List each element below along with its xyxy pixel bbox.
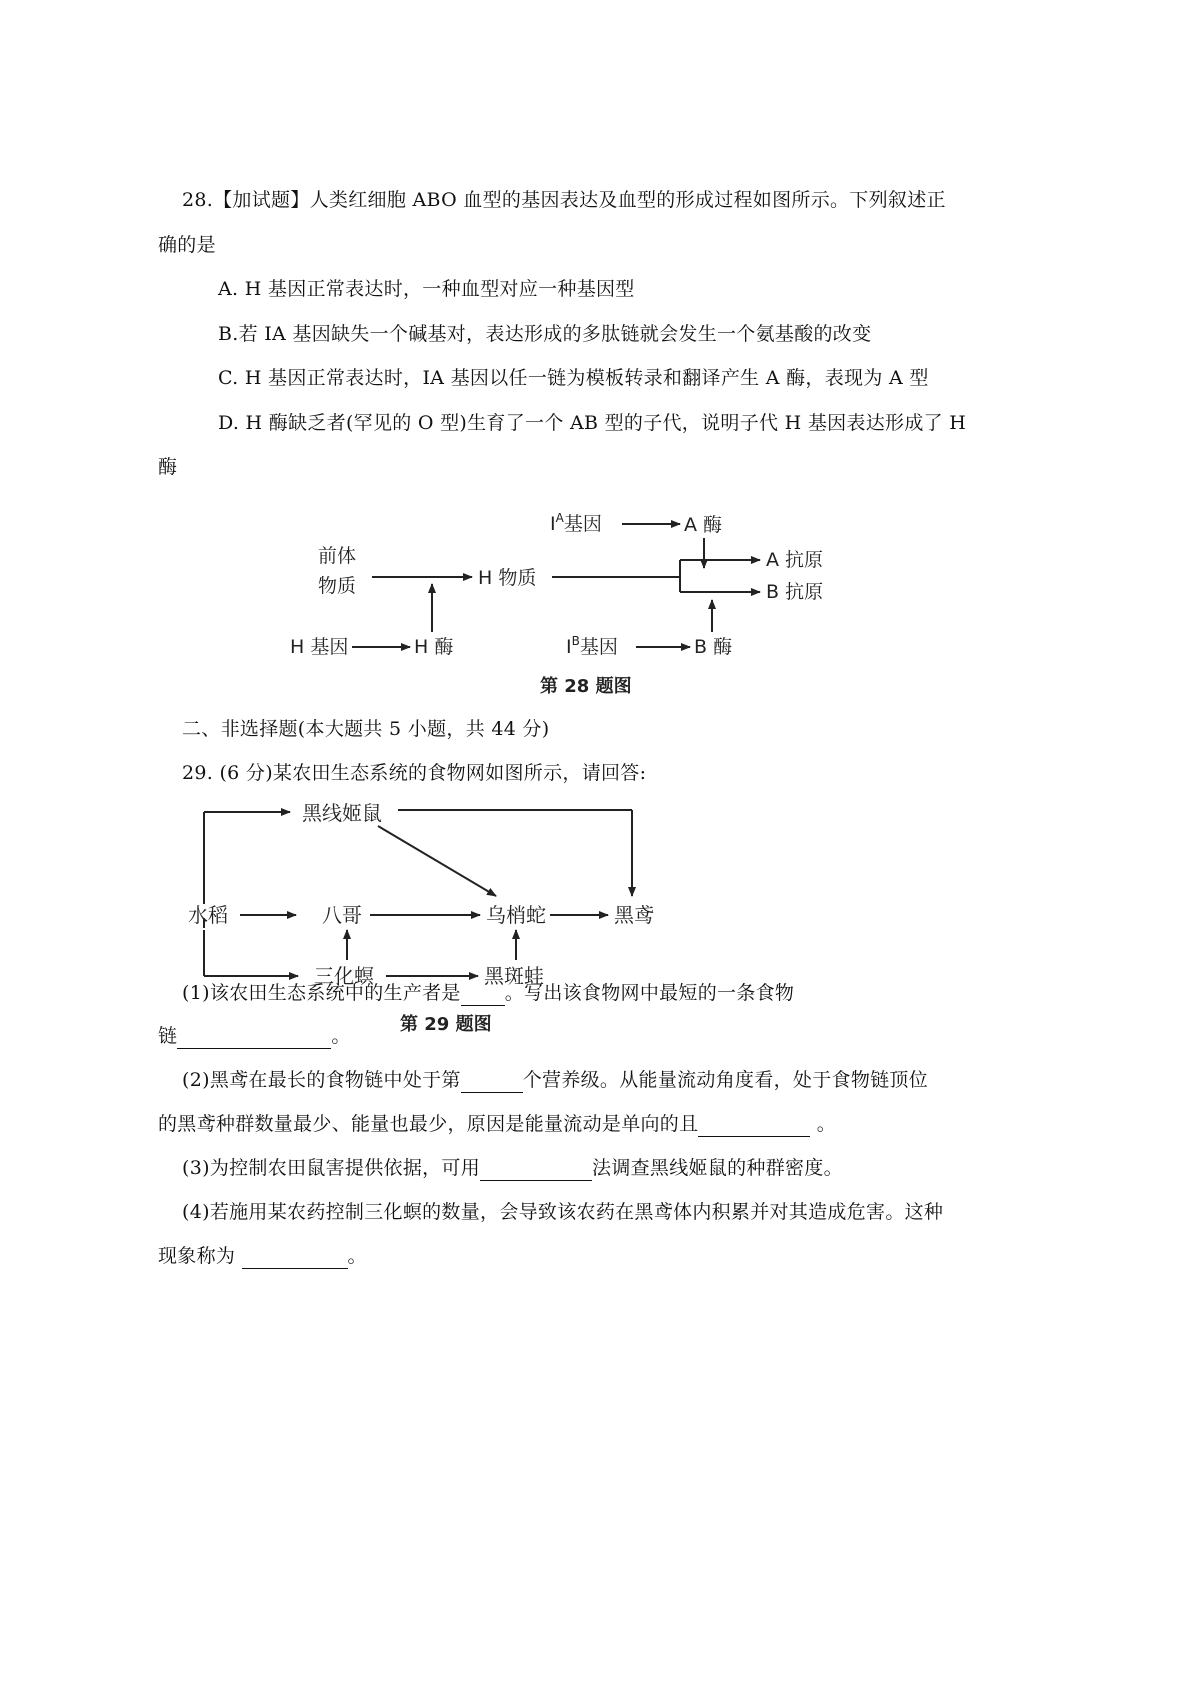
myna-label: 八哥 (322, 903, 362, 927)
frog-label: 黑斑蛙 (484, 964, 544, 988)
q29-stem: 29. (6 分)某农田生态系统的食物网如图所示，请回答: (182, 762, 647, 784)
vole-label: 黑线姬鼠 (302, 801, 382, 825)
q28-option-d-line1: D. H 酶缺乏者(罕见的 O 型)生育了一个 AB 型的子代，说明子代 H 基因表达形成了 H (218, 412, 967, 434)
q28-option-b: B.若 IA 基因缺失一个碱基对，表达形成的多肽链就会发生一个氨基酸的改变 (218, 323, 872, 345)
q29-p3-text-a: (3)为控制农田鼠害提供依据，可用 (182, 1157, 481, 1179)
q29-p1-line2 (158, 1023, 351, 1049)
q29-figure-caption: 第 29 题图 (400, 1014, 492, 1035)
h-substance-label: H 物质 (478, 567, 537, 589)
q29-p4-text-b: 。 (347, 1245, 367, 1267)
a-antigen-label: A 抗原 (766, 549, 824, 571)
q29-p1-blank-producer[interactable] (461, 985, 505, 1006)
q28-option-d-line2: 酶 (158, 456, 178, 478)
q29-p3-text-b: 法调查黑线姬鼠的种群密度。 (592, 1157, 843, 1179)
q29-p4-text-a: 现象称为 (158, 1245, 242, 1267)
q28-stem-line2: 确的是 (158, 234, 216, 256)
q28-option-a: A. H 基因正常表达时，一种血型对应一种基因型 (218, 278, 635, 300)
q29-p3-blank-method[interactable] (480, 1160, 592, 1181)
q28-figure-caption: 第 28 题图 (540, 676, 632, 697)
q29-p4-line2 (158, 1243, 367, 1269)
q29-p2-text-c: 的黑鸢种群数量最少、能量也最少，原因是能量流动是单向的且 (158, 1113, 699, 1135)
b-enzyme-label: B 酶 (694, 636, 733, 658)
section2-heading: 二、非选择题(本大题共 5 小题，共 44 分) (182, 718, 550, 740)
q29-p1-line1 (182, 980, 794, 1006)
q29-p1-blank-chain[interactable] (177, 1028, 331, 1049)
h-enzyme-label: H 酶 (414, 636, 454, 658)
precursor-label-2: 物质 (318, 575, 357, 597)
q29-p2-blank-reason[interactable] (698, 1116, 810, 1137)
h-gene-label: H 基因 (290, 636, 349, 658)
borer-label: 三化螟 (314, 964, 374, 988)
q29-p4-blank-phenomenon[interactable] (242, 1248, 348, 1269)
kite-label: 黑鸢 (614, 903, 654, 927)
q28-figure (0, 0, 1200, 720)
arrow-vole-to-snake (378, 826, 496, 896)
precursor-label-1: 前体 (318, 545, 357, 567)
q28-stem-line1: 28.【加试题】人类红细胞 ABO 血型的基因表达及血型的形成过程如图所示。下列叙述正 (182, 189, 946, 211)
b-antigen-label: B 抗原 (766, 581, 824, 603)
q29-p1-text-b: 。写出该食物网中最短的一条食物 (504, 982, 795, 1004)
a-enzyme-label: A 酶 (684, 514, 723, 536)
ia-gene-label: $I^A$基因 (550, 511, 602, 535)
q29-p1-text-c: 链 (158, 1025, 178, 1047)
snake-label: 乌梢蛇 (486, 903, 546, 927)
q29-p2-line1 (182, 1067, 928, 1093)
rice-label: 水稻 (188, 903, 228, 927)
q29-p4-line1: (4)若施用某农药控制三化螟的数量，会导致该农药在黑鸢体内积累并对其造成危害。这种 (182, 1201, 944, 1223)
q29-p1-text-a: (1)该农田生态系统中的生产者是 (182, 982, 461, 1004)
q29-p2-text-d: 。 (810, 1113, 837, 1135)
q29-p2-line2 (158, 1111, 836, 1137)
q29-p2-text-b: 个营养级。从能量流动角度看，处于食物链顶位 (522, 1069, 929, 1091)
q29-p3-line (182, 1155, 843, 1181)
q29-p1-text-d: 。 (331, 1025, 351, 1047)
q29-p2-blank-level[interactable] (461, 1072, 523, 1093)
q29-p2-text-a: (2)黑鸢在最长的食物链中处于第 (182, 1069, 461, 1091)
q28-option-c: C. H 基因正常表达时，IA 基因以任一链为模板转录和翻译产生 A 酶，表现为 A 型 (218, 367, 929, 389)
ib-gene-label: $I^B$基因 (566, 634, 618, 658)
